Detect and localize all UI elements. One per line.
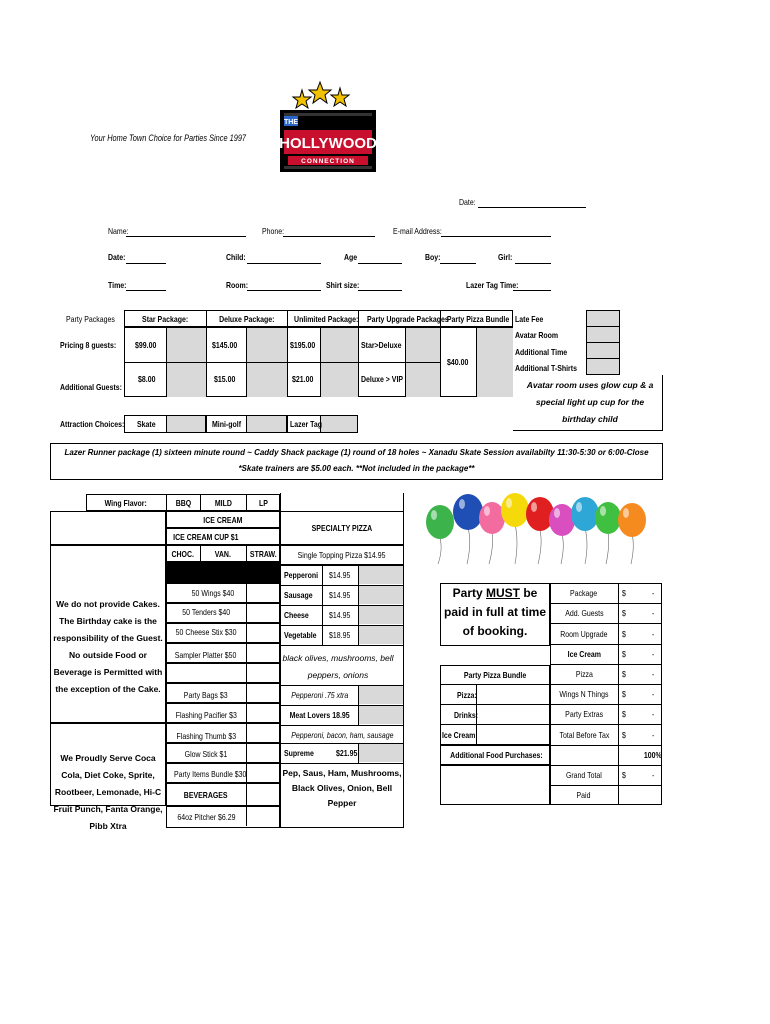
meat-lovers: Meat Lovers 18.95 — [289, 710, 351, 720]
avatar-note: Avatar room uses glow cup & a special light up cup for the birthday child — [526, 380, 654, 424]
deluxe-package-header: Deluxe Package: — [218, 314, 275, 324]
single-topping: Single Topping Pizza $14.95 — [298, 550, 386, 560]
cheese-label: Cheese — [284, 610, 309, 620]
pepperoni-qty[interactable] — [359, 566, 403, 584]
meat-lovers-desc: Pepperoni, bacon, ham, sausage — [291, 730, 394, 740]
vegetable-desc: black olives, mushrooms, bell peppers, onions — [282, 653, 394, 680]
vegetable-price: $18.95 — [329, 630, 351, 640]
unlimited-qty-box[interactable] — [321, 328, 358, 362]
pizza-label: Pizza: — [457, 690, 477, 700]
vegetable-label: Vegetable — [284, 630, 317, 640]
pizza-bundle-header: Party Pizza Bundle — [446, 314, 510, 324]
unlimited-package-header: Unlimited Package: — [294, 314, 359, 324]
grandtotal-dollar: $ — [622, 770, 626, 780]
date2-field[interactable] — [126, 263, 166, 264]
icecream-dash: - — [652, 649, 655, 659]
pizza-dollar: $ — [622, 669, 626, 679]
unlimited-price: $195.00 — [290, 340, 316, 350]
blank-block — [50, 511, 166, 545]
sausage-label: Sausage — [284, 590, 313, 600]
beforetax-dash: - — [652, 730, 655, 740]
coke-note: We Proudly Serve Coca Cola, Diet Coke, Sprite, Rootbeer, Lemonade, Hi-C Fruit Punch, Fanta Orange, Pibb Xtra — [53, 753, 163, 831]
ice-cream-bundle-label: Ice Cream: — [442, 730, 478, 740]
room-field[interactable] — [247, 290, 321, 291]
thumb-item: Flashing Thumb $3 — [176, 731, 236, 741]
email-label: E-mail Address: — [393, 226, 442, 236]
additional-food-box[interactable] — [440, 765, 550, 805]
pepperoni-label: Pepperoni — [284, 570, 319, 580]
grandtotal-dash: - — [652, 770, 655, 780]
supreme-label: Supreme — [284, 748, 314, 758]
pizza-bundle-input[interactable] — [477, 685, 549, 704]
paid-label: Paid — [577, 790, 591, 800]
lazertag-label: Lazer Tag — [290, 419, 323, 429]
time-field[interactable] — [126, 290, 166, 291]
skate-label: Skate — [137, 419, 156, 429]
deluxe-vip-upgrade: Deluxe > VIP — [361, 374, 404, 384]
sampler-item: Sampler Platter $50 — [175, 650, 237, 660]
logo-sub: CONNECTION — [301, 158, 355, 165]
van-label: VAN. — [214, 549, 232, 559]
time-label: Time: — [108, 280, 127, 290]
party-packages-label: Party Packages — [66, 314, 115, 324]
upgrade-dollar: $ — [622, 629, 626, 639]
choc-label: CHOC. — [171, 549, 195, 559]
boy-field[interactable] — [440, 263, 476, 264]
wings-item: 50 Wings $40 — [191, 588, 235, 598]
star-package-header: Star Package: — [141, 314, 189, 324]
logo-main: HOLLYWOOD — [279, 135, 377, 152]
icecream-dollar: $ — [622, 649, 626, 659]
party-bags-item: Party Bags $3 — [184, 690, 228, 700]
package-dollar: $ — [622, 588, 626, 598]
mild-label: MILD — [214, 498, 232, 508]
hollywood-connection-logo — [278, 80, 378, 175]
pizza-dash: - — [652, 669, 655, 679]
late-fee-box[interactable] — [586, 310, 620, 327]
straw-label: STRAW. — [249, 549, 277, 559]
grand-total-label: Grand Total — [566, 770, 602, 780]
total-extras-label: Party Extras — [565, 709, 603, 719]
pitcher-item: 64oz Pitcher $6.29 — [176, 812, 236, 822]
email-field[interactable] — [441, 236, 551, 237]
total-ice-cream-label: Ice Cream — [567, 649, 601, 659]
total-room-upgrade-label: Room Upgrade — [560, 629, 608, 639]
guests-dollar: $ — [622, 608, 626, 618]
supreme-qty[interactable] — [359, 744, 403, 762]
drinks-bundle-input[interactable] — [477, 705, 549, 724]
star-additional-price: $8.00 — [138, 374, 156, 384]
late-fee-label: Late Fee — [515, 314, 544, 324]
total-pizza-label: Pizza — [575, 669, 593, 679]
wing-flavor-label: Wing Flavor: — [104, 498, 148, 508]
phone-field[interactable] — [283, 236, 375, 237]
glow-stick-item: Glow Stick $1 — [184, 749, 228, 759]
star-price: $99.00 — [135, 340, 157, 350]
pepperoni-price: $14.95 — [329, 570, 351, 580]
phone-label: Phone: — [262, 226, 285, 236]
paid-input[interactable] — [619, 786, 661, 804]
additional-time-label: Additional Time — [515, 347, 568, 357]
avatar-room-label: Avatar Room — [515, 330, 559, 340]
name-label: Name: — [108, 226, 129, 236]
star-deluxe-upgrade: Star>Deluxe — [361, 340, 402, 350]
deluxe-price: $145.00 — [212, 340, 238, 350]
total-percent: 100% — [644, 750, 662, 760]
girl-label: Girl: — [498, 252, 513, 262]
extras-dash: - — [652, 709, 655, 719]
logo-the: THE — [284, 119, 298, 126]
child-field[interactable] — [247, 263, 321, 264]
pacifier-item: Flashing Pacifier $3 — [175, 710, 237, 720]
unlimited-additional-price: $21.00 — [292, 374, 314, 384]
drinks-label: Drinks: — [454, 710, 479, 720]
additional-guests-label: Additional Guests: — [60, 382, 122, 392]
date-label: Date: — [459, 197, 476, 207]
total-add-guests-label: Add. Guests — [564, 608, 604, 618]
unlimited-add-box[interactable] — [321, 363, 358, 397]
meat-lovers-qty[interactable] — [359, 706, 403, 724]
name-field[interactable] — [126, 236, 246, 237]
shirt-size-label: Shirt size: — [326, 280, 360, 290]
bundle-price: $40.00 — [447, 357, 469, 367]
cheese-stix-item: 50 Cheese Stix $30 — [175, 627, 237, 637]
tenders-item: 50 Tenders $40 — [182, 607, 230, 617]
upgrade-dash: - — [652, 629, 655, 639]
deluxe-add-box[interactable] — [247, 363, 287, 397]
cheese-qty[interactable] — [359, 606, 403, 624]
additional-shirts-label: Additional T-Shirts — [515, 363, 577, 373]
tagline: Your Home Town Choice for Parties Since 1997 — [90, 133, 247, 143]
cake-note: We do not provide Cakes. The Birthday cake is the responsibility of the Guest. No outside Food or Beverage is Permitted with the exception of the Cake. — [53, 599, 163, 694]
pep-xtra-qty[interactable] — [359, 686, 403, 704]
star-add-box[interactable] — [167, 363, 206, 397]
child-label: Child: — [226, 252, 246, 262]
shirt-size-field[interactable] — [358, 290, 402, 291]
minigolf-label: Mini-golf — [212, 419, 242, 429]
total-before-tax-label: Total Before Tax — [559, 730, 609, 740]
deluxe-additional-price: $15.00 — [214, 374, 236, 384]
supreme-price: $21.95 — [336, 748, 358, 758]
balloons-image — [420, 488, 660, 568]
sausage-price: $14.95 — [329, 590, 351, 600]
additional-shirts-box[interactable] — [586, 358, 620, 375]
beverages-header: BEVERAGES — [184, 790, 228, 800]
bundle-qty-box[interactable] — [477, 328, 513, 397]
age-label: Age — [344, 252, 358, 262]
lazer-tag-time-label: Lazer Tag Time: — [466, 280, 519, 290]
additional-food-label: Additional Food Purchases: — [450, 750, 543, 760]
upgrade2-box[interactable] — [406, 363, 440, 397]
attraction-choices-label: Attraction Choices: — [60, 419, 125, 429]
extras-dollar: $ — [622, 709, 626, 719]
pricing-label: Pricing 8 guests: — [60, 340, 117, 350]
lazer-tag-time-field[interactable] — [513, 290, 551, 291]
vegetable-qty[interactable] — [359, 626, 403, 644]
sausage-qty[interactable] — [359, 586, 403, 604]
bbq-label: BBQ — [175, 498, 191, 508]
date-field[interactable] — [478, 207, 586, 208]
age-field[interactable] — [358, 263, 402, 264]
boy-label: Boy: — [425, 252, 441, 262]
total-wings-label: Wings N Things — [559, 689, 609, 699]
pepperoni-xtra: Pepperoni .75 xtra — [291, 690, 349, 700]
upgrade-packages-header: Party Upgrade Packages — [366, 314, 449, 324]
date2-label: Date: — [108, 252, 126, 262]
payment-notice: Party MUST be paid in full at time of booking. — [443, 586, 546, 638]
wings-dollar: $ — [622, 689, 626, 699]
cheese-price: $14.95 — [329, 610, 351, 620]
upgrade1-box[interactable] — [406, 328, 440, 362]
avatar-room-box[interactable] — [586, 326, 620, 343]
package-dash: - — [652, 588, 655, 598]
additional-time-box[interactable] — [586, 342, 620, 359]
beforetax-dollar: $ — [622, 730, 626, 740]
girl-field[interactable] — [515, 263, 551, 264]
deluxe-qty-box[interactable] — [247, 328, 287, 362]
supreme-desc: Pep, Saus, Ham, Mushrooms, Black Olives, Onion, Bell Pepper — [282, 768, 402, 808]
package-notice: Lazer Runner package (1) sixteen minute round ~ Caddy Shack package (1) round of 18 holes ~ Xanadu Skate Session availabilty 11:30-5:30 or 6:00-Close *Skate trainers are $5.00 each. **Not included in the package** — [64, 448, 649, 473]
room-label: Room: — [226, 280, 249, 290]
star-qty-box[interactable] — [167, 328, 206, 362]
ice-cream-bundle-input[interactable] — [477, 725, 549, 744]
guests-dash: - — [652, 608, 655, 618]
lp-label: LP — [258, 498, 268, 508]
total-package-label: Package — [570, 588, 598, 598]
wings-dash: - — [652, 689, 655, 699]
pizza-bundle-title: Party Pizza Bundle — [463, 670, 527, 680]
black-bar — [166, 562, 280, 583]
items-bundle-item: Party Items Bundle $30 — [173, 769, 247, 779]
